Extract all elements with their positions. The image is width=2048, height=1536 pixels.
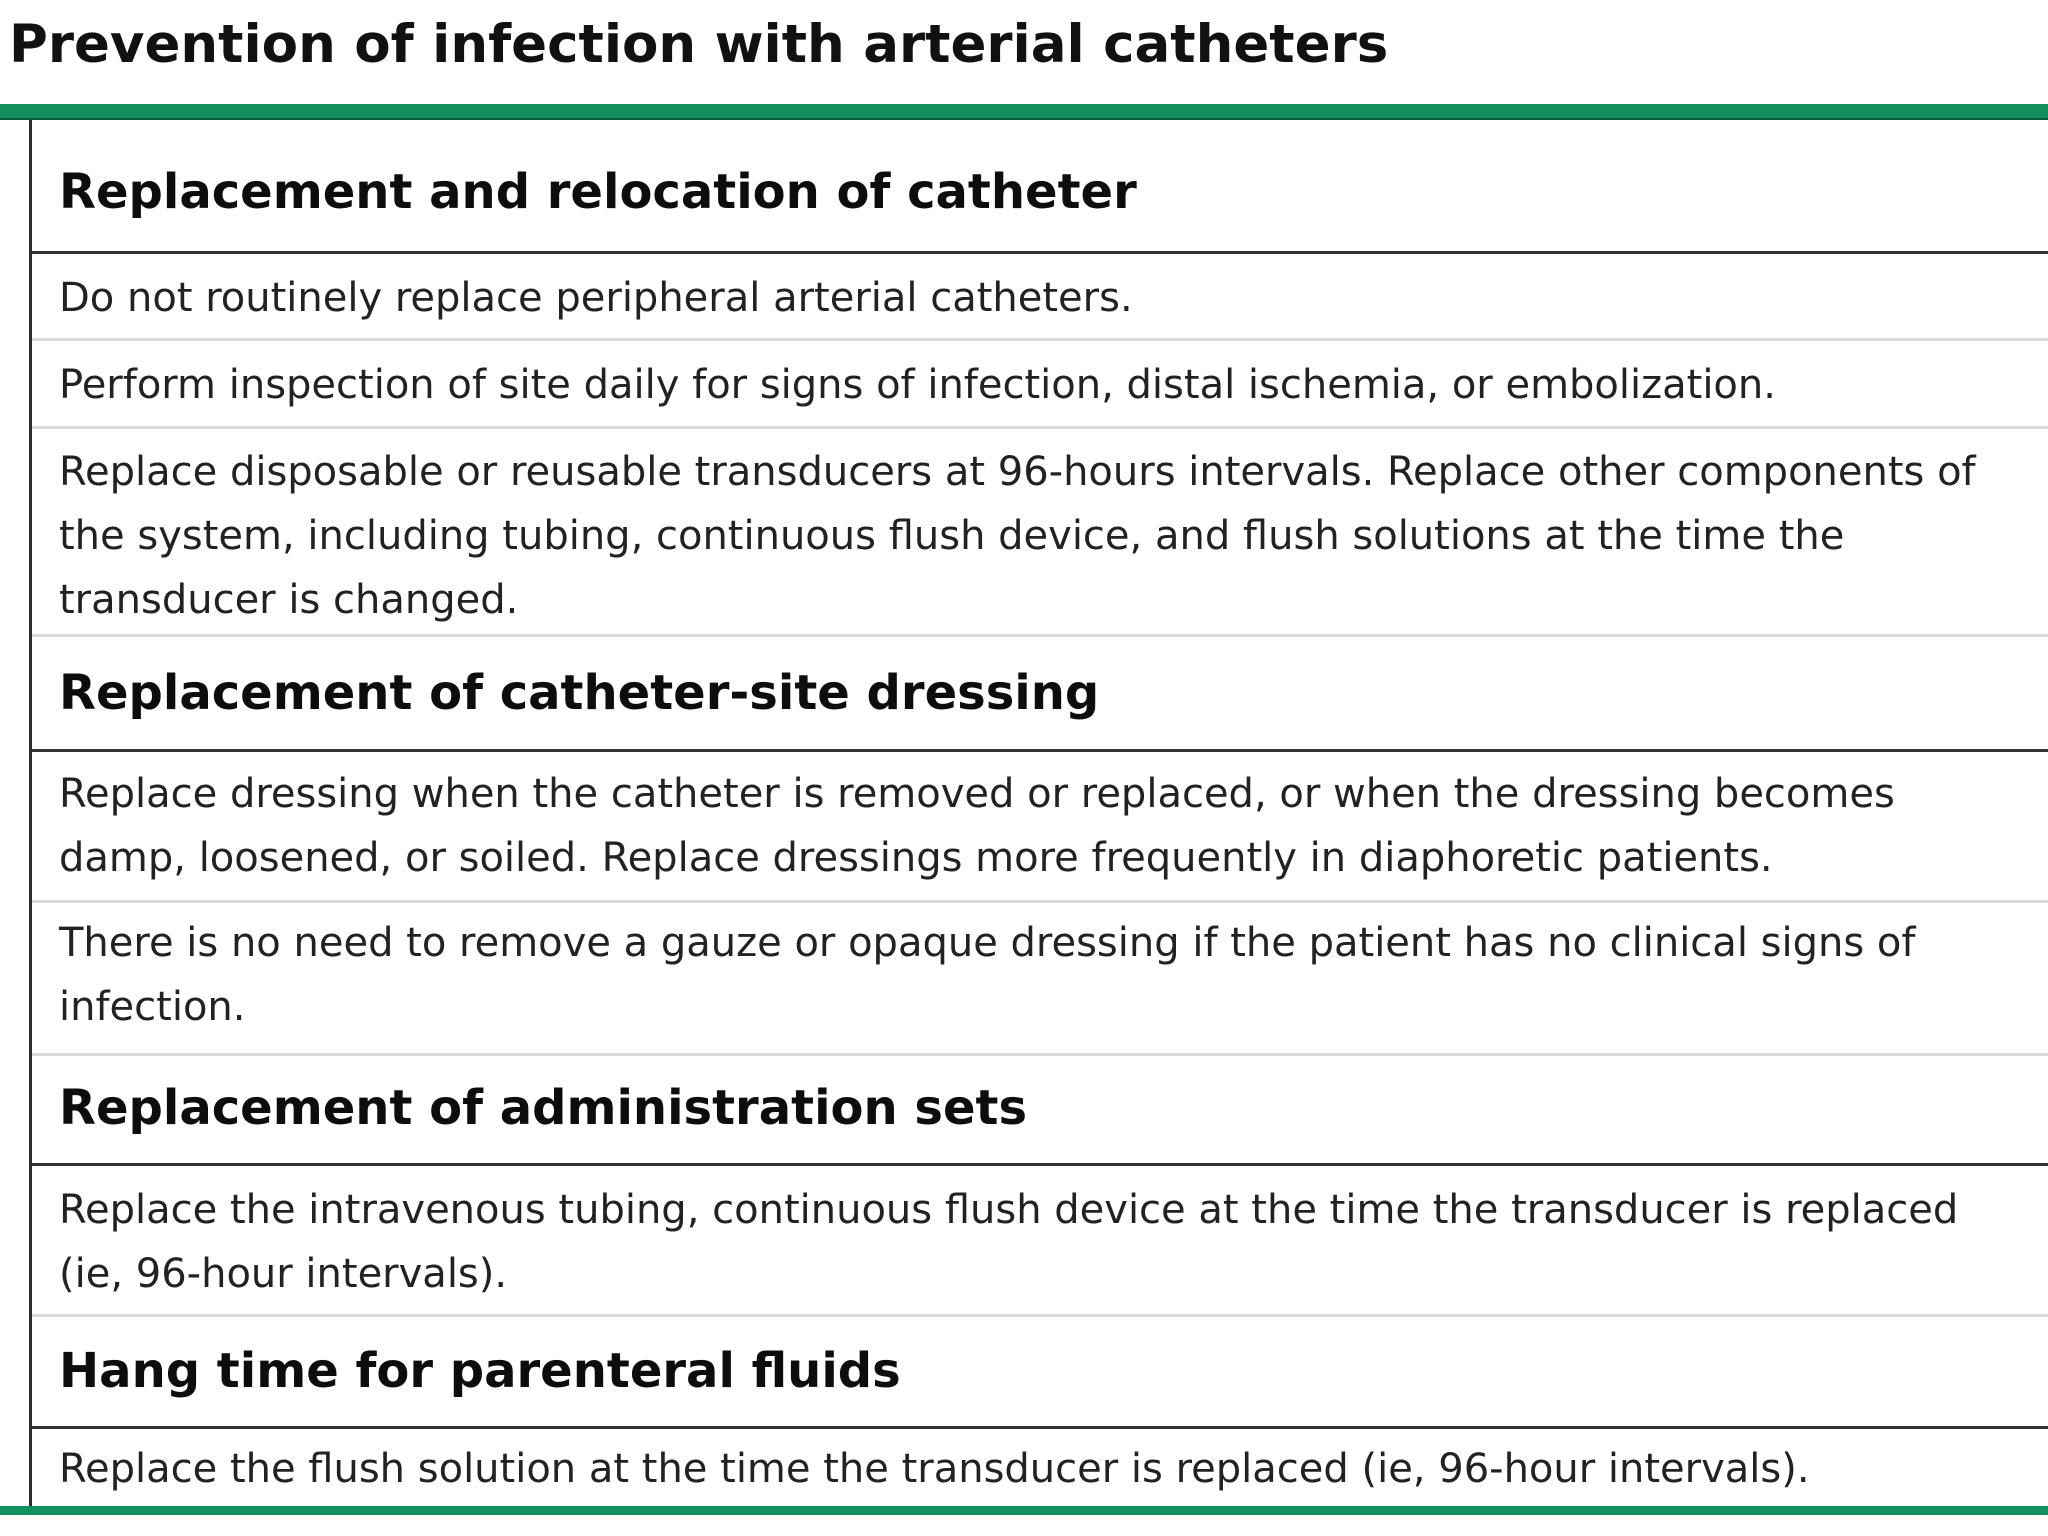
section-header-dressing-replacement: Replacement of catheter-site dressing: [32, 637, 2048, 752]
list-item: Replace disposable or reusable transducers at 96-hours intervals. Replace other components of the system, including tubing, continuous flush device, and flush solutions at the time the transducer is changed.: [32, 429, 2048, 637]
section-header-catheter-replacement: Replacement and relocation of catheter: [32, 142, 2048, 254]
section-header-administration-sets: Replacement of administration sets: [32, 1056, 2048, 1166]
section-header-hang-time: Hang time for parenteral fluids: [32, 1317, 2048, 1429]
table-bottom-rule: [0, 1506, 2048, 1515]
title-divider: [0, 104, 2048, 120]
list-item: Perform inspection of site daily for signs of infection, distal ischemia, or embolization.: [32, 341, 2048, 429]
list-item: Replace the intravenous tubing, continuous flush device at the time the transducer is replaced (ie, 96-hour intervals).: [32, 1166, 2048, 1317]
list-item: There is no need to remove a gauze or opaque dressing if the patient has no clinical signs of infection.: [32, 903, 2048, 1056]
guideline-table: [29, 120, 2048, 1506]
list-item: Replace dressing when the catheter is removed or replaced, or when the dressing becomes damp, loosened, or soiled. Replace dressings more frequently in diaphoretic patients.: [32, 752, 2048, 903]
list-item: Replace the flush solution at the time the transducer is replaced (ie, 96-hour intervals).: [59, 1446, 1810, 1492]
page-title: Prevention of infection with arterial catheters: [9, 14, 1389, 75]
list-item: Do not routinely replace peripheral arterial catheters.: [32, 254, 2048, 341]
